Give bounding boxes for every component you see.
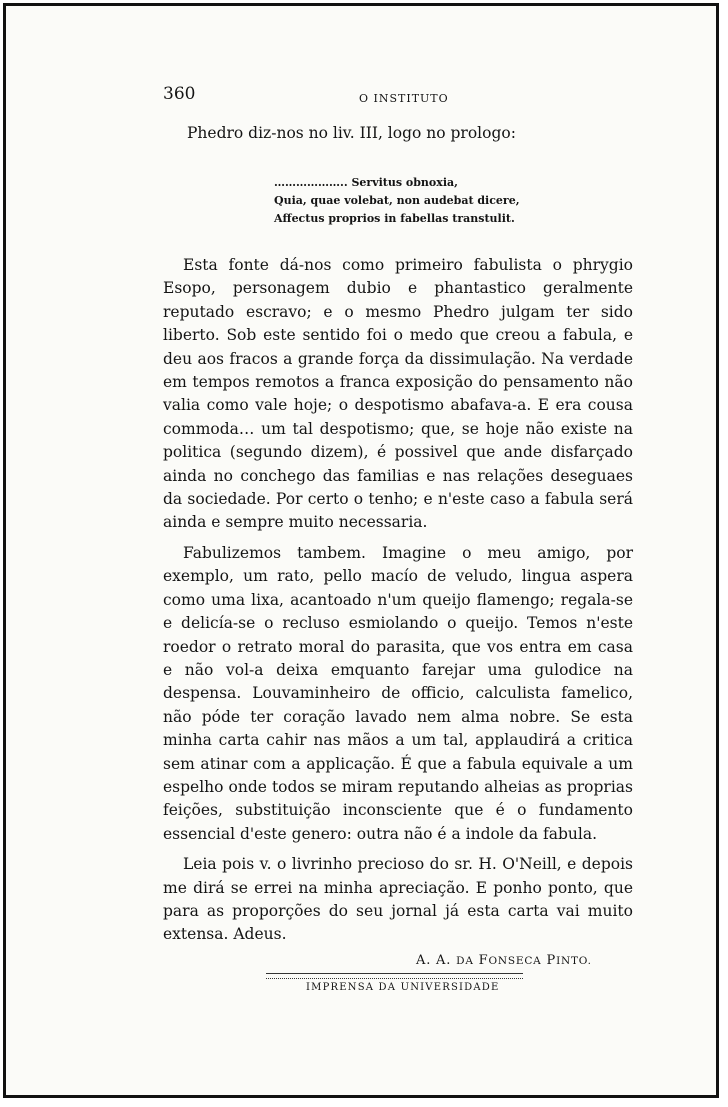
signature-da: DA bbox=[456, 954, 474, 967]
printer-imprint: IMPRENSA DA UNIVERSIDADE bbox=[306, 981, 500, 993]
running-title: O INSTITUTO bbox=[359, 92, 449, 105]
signature-fonseca-initial: F bbox=[478, 952, 489, 968]
document-page bbox=[163, 78, 633, 993]
body-paragraph: Esta fonte dá-nos como primeiro fabulista o phrygio Esopo, personagem dubio e phantastico geralmente reputado escravo; e o mesmo Phedro julgam ter sido liberto. Sob este sentido foi o medo que creou a fabula, e deu aos fracos a grande força da dissimulação. Na verdade em tempos remotos a franca exposição do pensamento não valia como vale hoje; o despotismo abafava-a. E era cousa commoda… um tal despotismo; que, se hoje não existe na politica (segundo dizem), é possivel que ande disfarçado ainda no conchego das familias e nas relações deseguaes da sociedade. Por certo o tenho; e n'este caso a fabula será ainda e sempre muito necessaria. bbox=[163, 256, 633, 532]
latin-quote bbox=[274, 174, 633, 228]
body-paragraph: Fabulizemos tambem. Imagine o meu amigo, por exemplo, um rato, pello macío de veludo, lingua aspera como uma lixa, acantoado n'um queijo flamengo; regala-se e delicía-se o recluso esmiolando o queijo. Temos n'este roedor o retrato moral do parasita, que vos entra em casa e não vol-a deixa emquanto farejar uma gulodice na despensa. Louvaminheiro de officio, calculista famelico, não póde ter coração lavado nem alma nobre. Se esta minha carta cahir nas mãos a um tal, applaudirá a critica sem atinar com a applicação. É que a fabula equivale a um espelho onde todos se miram reputando alheias as proprias feições, substituição inconsciente que é o fundamento essencial d'este genero: outra não é a indole da fabula. bbox=[163, 543, 633, 843]
page-header bbox=[163, 78, 633, 122]
signature bbox=[163, 953, 633, 968]
signature-pinto-rest: INTO. bbox=[556, 954, 592, 967]
signature-fonseca-rest: ONSECA bbox=[488, 954, 542, 967]
decorative-rule bbox=[266, 973, 523, 979]
quote-line: Affectus proprios in fabellas transtulit. bbox=[274, 212, 515, 225]
page-frame bbox=[3, 3, 719, 1098]
signature-initials: A. A. bbox=[416, 952, 457, 968]
quote-line: ……………….. Servitus obnoxia, bbox=[274, 176, 458, 189]
body-paragraph: Leia pois v. o livrinho precioso do sr. H. O'Neill, e depois me dirá se errei na minha apreciação. E ponho ponto, que para as proporções do seu jornal já esta carta vai muito extensa. Adeus. bbox=[163, 855, 633, 944]
intro-line: Phedro diz-nos no liv. III, logo no prologo: bbox=[187, 124, 516, 142]
quote-line: Quia, quae volebat, non audebat dicere, bbox=[274, 194, 520, 207]
signature-pinto-initial: P bbox=[546, 952, 557, 968]
page-number: 360 bbox=[163, 84, 196, 104]
